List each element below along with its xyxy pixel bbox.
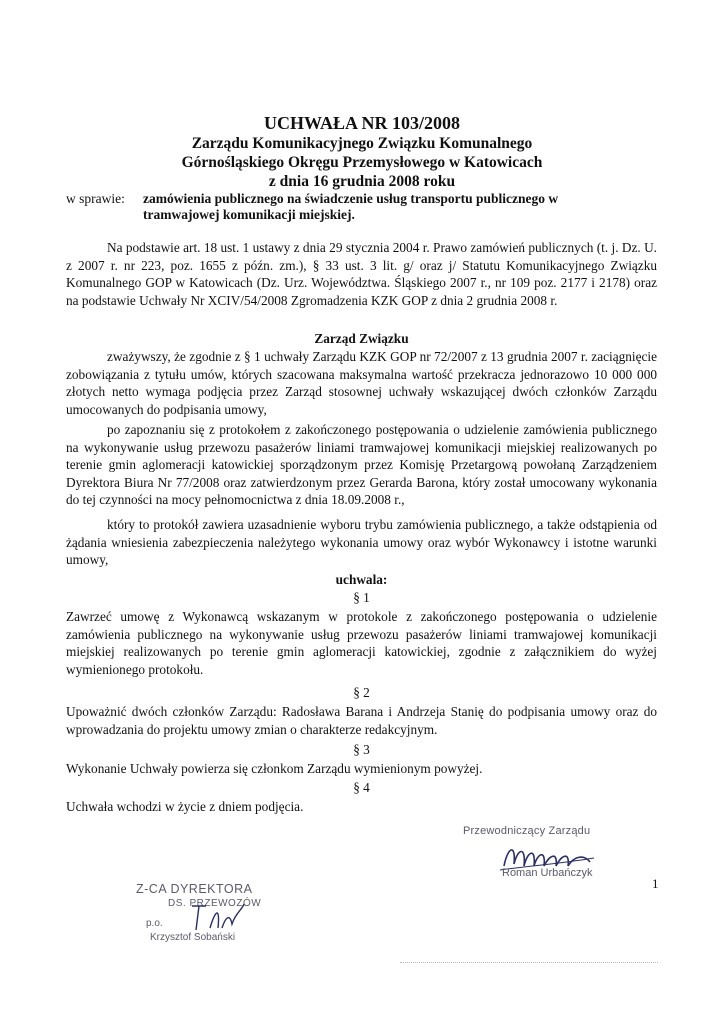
resolution-header [0,112,724,191]
subject-label: w sprawie [66,191,122,206]
subject-text: zamówienia publicznego na świadczenie usług transportu publicznego w tramwajowej komunikacji miejskiej. [143,191,559,222]
chairman-stamp-name: Roman Urbańczyk [502,867,593,879]
issuer-line-1: Zarządu Komunikacyjnego Związku Komunalnego [191,135,533,152]
section-number: § 1 [353,590,370,605]
subject-block [66,191,626,223]
section-text: Upoważnić dwóch członków Zarządu: Radosława Barana i Andrzeja Stanię do podpisania umowy oraz do wprowadzania do projektu umowy zmian o charakterze redakcyjnym. [66,704,657,737]
section-number: § 3 [353,742,370,757]
footer-divider [400,962,658,963]
deputy-stamp-line-1: Z-CA DYREKTORA [136,882,253,896]
resolution-title: UCHWAŁA NR 103/2008 [263,113,460,133]
resolution-date: z dnia 16 grudnia 2008 roku [268,173,456,190]
issuer-line-2: Górnośląskiego Okręgu Przemysłowego w Katowicach [181,154,543,171]
chairman-stamp-title: Przewodniczący Zarządu [463,825,591,837]
consideration-paragraph: który to protokół zawiera uzasadnienie wyboru trybu zamówienia publicznego, a także odstąpienia od żądania wniesienia zabezpieczenia należytego wykonania umowy oraz wybór Wykonawcy i istotne warunki umowy, [66,517,657,568]
section-text: Wykonanie Uchwały powierza się członkom Zarządu wymienionym powyżej. [66,761,483,776]
page-number: 1 [652,876,659,891]
deputy-stamp-name: Krzysztof Sobański [150,932,236,943]
section-text: Zawrzeć umowę z Wykonawcą wskazanym w protokole z zakończonego postępowania o udzielenie zamówienia publicznego na wykonywanie usług przewozu pasażerów liniami tramwajowej komunikacji miejskiej realizowanych po terenie gmin aglomeracji katowickiej, zgodnie z załącznikiem do wyżej wymienionego protokołu. [66,609,657,677]
consideration-paragraph: zważywszy, że zgodnie z § 1 uchwały Zarządu KZK GOP nr 72/2007 z 13 grudnia 2007 r. zaciągnięcie zobowiązania z tytułu umów, których szacowana maksymalna wartość przekracza jednorazowo 10 000 000 złotych netto wymaga podjęcia przez Zarząd stosownej uchwały wskazującej dwóch członków Zarządu umocowanych do podpisania umowy, [66,349,657,417]
preamble-paragraph: Na podstawie art. 18 ust. 1 ustawy z dnia 29 stycznia 2004 r. Prawo zamówień publicznych (t. j. Dz. U. z 2007 r. nr 223, poz. 1655 z późn. zm.), § 33 ust. 3 lit. g/ oraz j/ Statutu Komunikacyjnego Związku Komunalnego GOP w Katowicach (Dz. Urz. Województwa. Śląskiego 2007 r., nr 109 poz. 2177 i 2178) oraz na podstawie Uchwały Nr XCIV/54/2008 Zgromadzenia KZK GOP z dnia 2 grudnia 2008 r. [66,240,657,308]
section-number: § 2 [353,685,370,700]
board-heading: Zarząd Związku [314,331,409,346]
resolution-heading: uchwala: [335,572,388,587]
section-number: § 4 [353,780,370,795]
deputy-stamp-po: p.o. [146,918,163,929]
consideration-paragraph: po zapoznaniu się z protokołem z zakończonego postępowania o udzielenie zamówienia publicznego na wykonywanie usług przewozu pasażerów liniami tramwajowej komunikacji miejskiej realizowanych po terenie gmin aglomeracji katowickiej sporządzonym przez Komisję Przetargową powołaną Zarządzeniem Dyrektora Biura Nr 77/2008 oraz zatwierdzonym przez Gerarda Barona, który został umocowany wykonania do tej czynności na mocy pełnomocnictwa z dnia 18.09.2008 r., [66,422,657,508]
deputy-stamp-line-2: DS. PRZEWOZÓW [168,898,262,909]
section-text: Uchwała wchodzi w życie z dniem podjęcia. [66,799,304,814]
subject-label-colon: : [121,191,125,206]
